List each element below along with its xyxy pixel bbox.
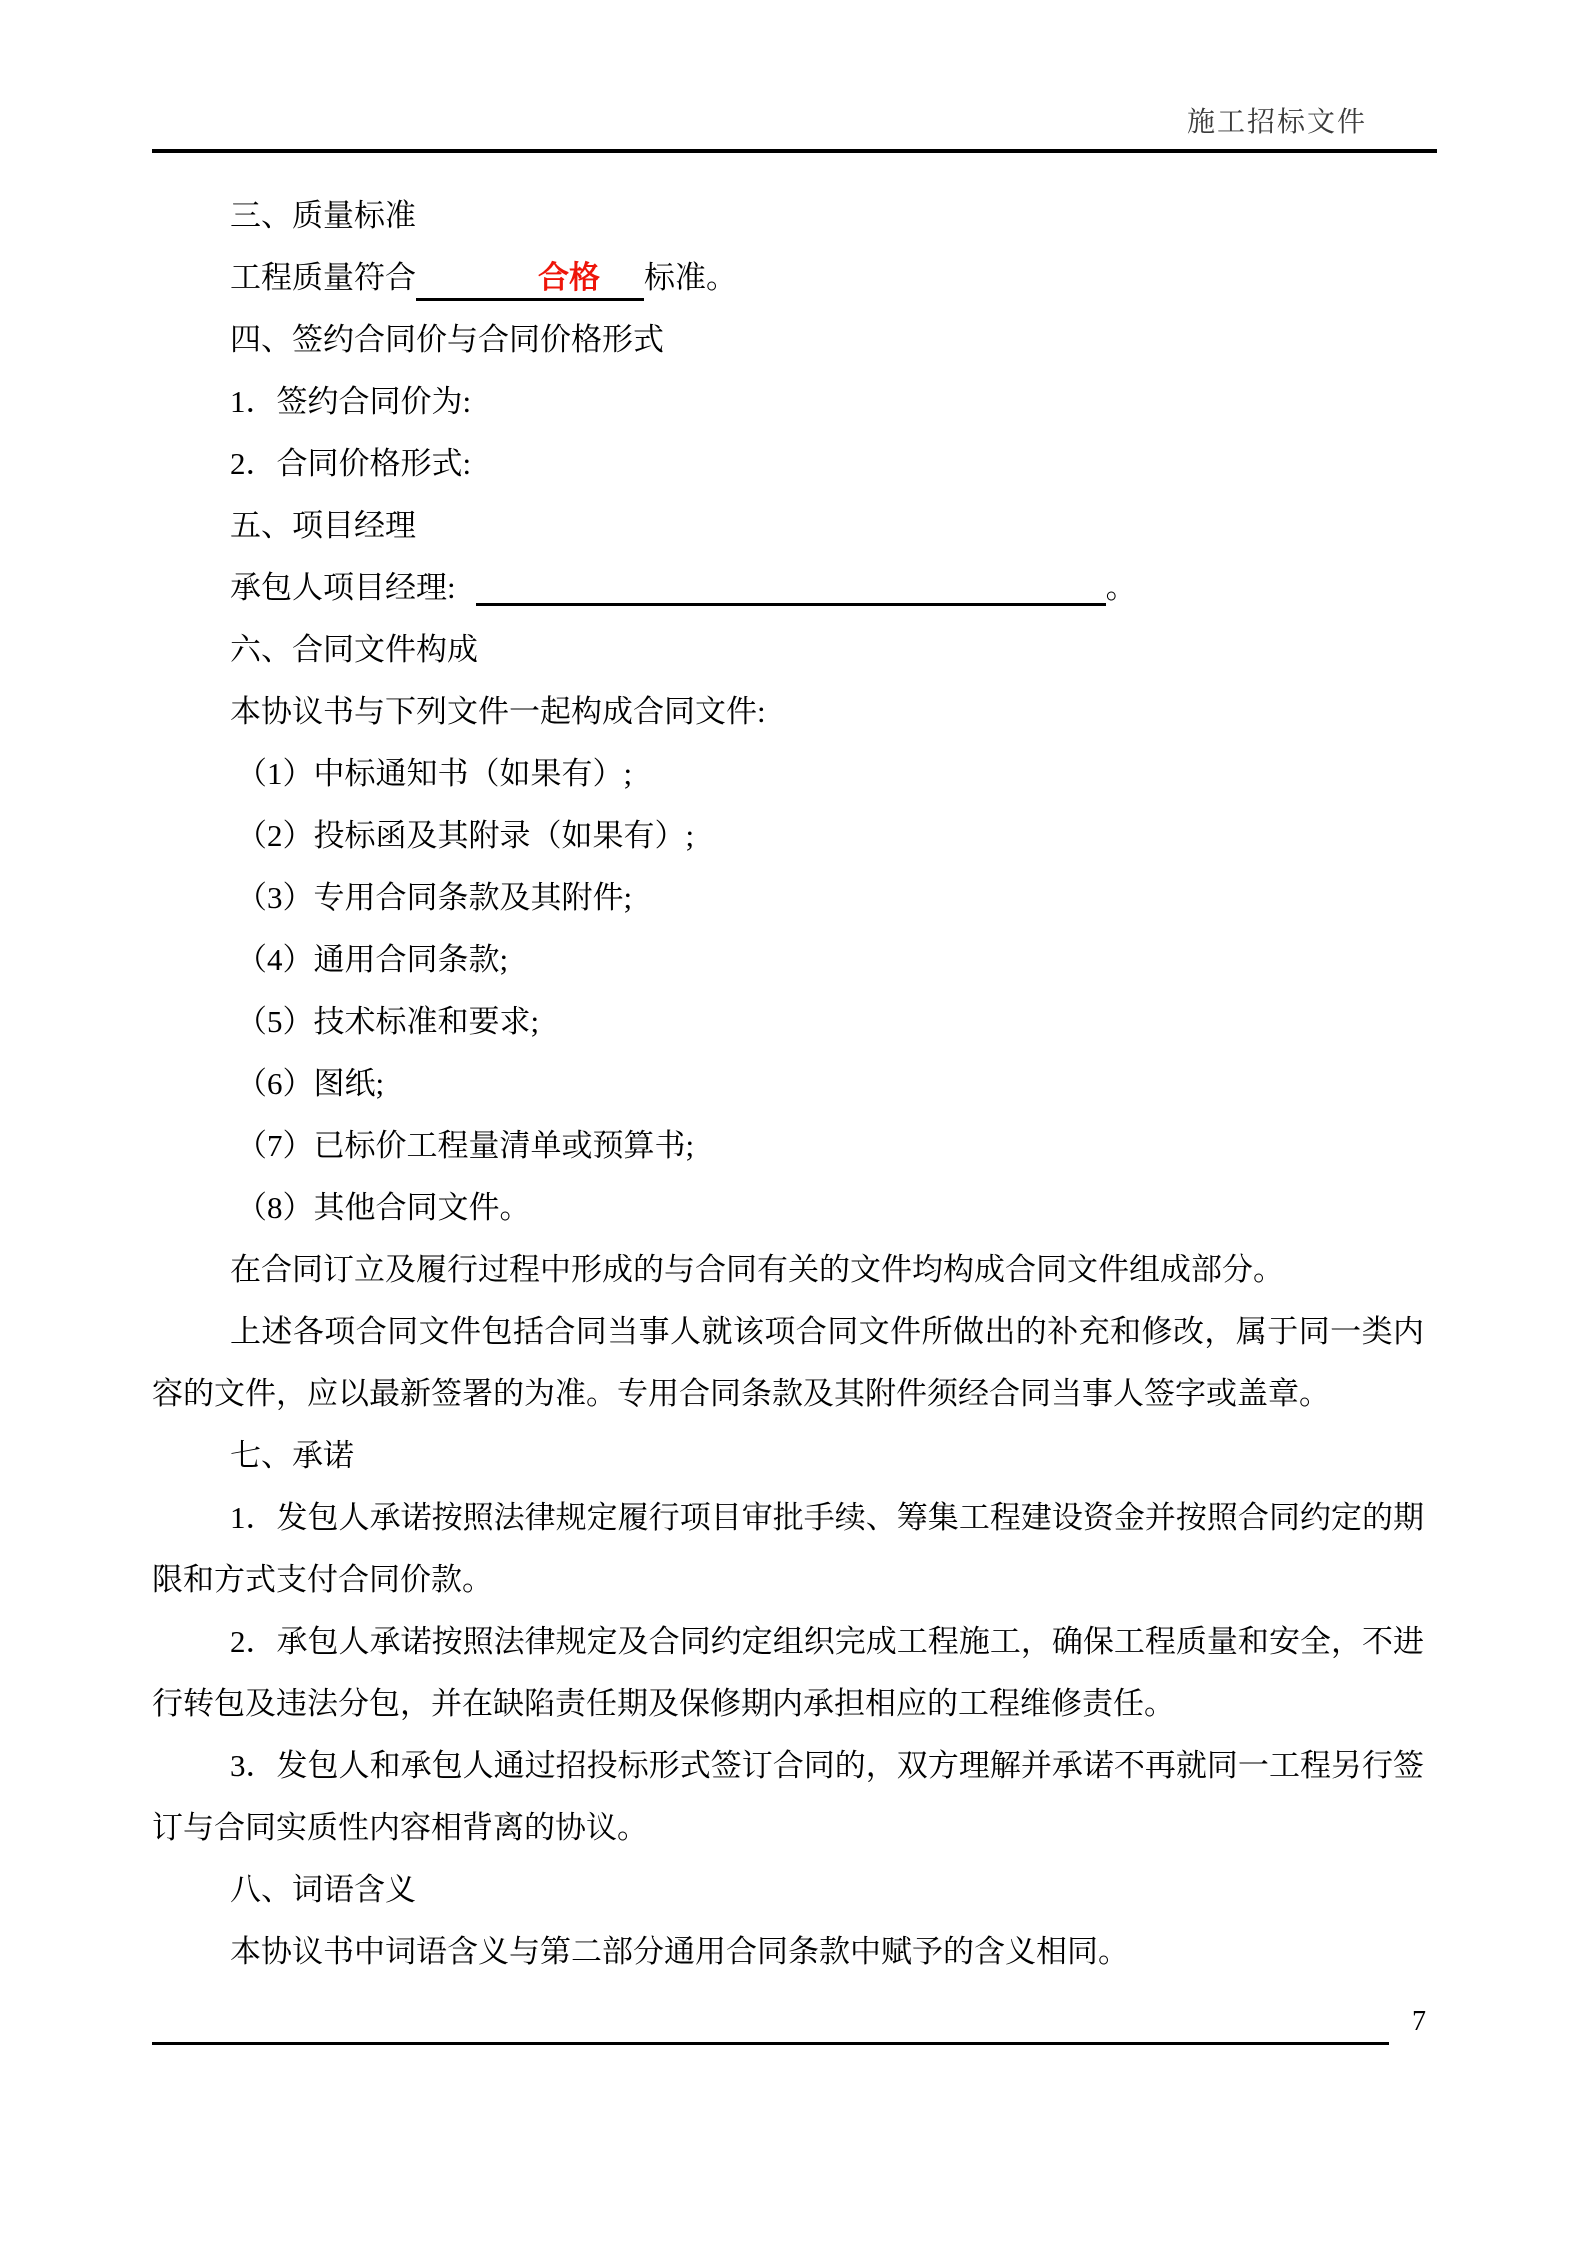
heading-promises: 七、承诺 bbox=[230, 1438, 354, 1473]
quality-blank-value: 合格 bbox=[538, 260, 600, 295]
contract-document-item-6: （6）图纸; bbox=[236, 1066, 385, 1101]
heading-contract-price: 四、签约合同价与合同价格形式 bbox=[230, 322, 664, 357]
promise-item-1: 1．发包人承诺按照法律规定履行项目审批手续、筹集工程建设资金并按照合同约定的期限和方式支付合同价款。 bbox=[152, 1500, 1424, 1597]
project-manager-line bbox=[152, 557, 1424, 619]
contract-documents-note-1: 在合同订立及履行过程中形成的与合同有关的文件均构成合同文件组成部分。 bbox=[230, 1252, 1284, 1287]
definitions-body: 本协议书中词语含义与第二部分通用合同条款中赋予的含义相同。 bbox=[230, 1934, 1129, 1969]
heading-contract-documents: 六、合同文件构成 bbox=[230, 632, 478, 667]
quality-blank-field bbox=[416, 258, 644, 301]
contract-price-item-2: 2．合同价格形式: bbox=[230, 446, 472, 481]
document-body bbox=[152, 185, 1424, 1983]
contract-document-item-5: （5）技术标准和要求; bbox=[236, 1004, 540, 1039]
project-manager-label: 承包人项目经理: bbox=[230, 570, 456, 605]
contract-document-item-4: （4）通用合同条款; bbox=[236, 942, 509, 977]
header-title: 施工招标文件 bbox=[1186, 107, 1367, 138]
quality-sentence bbox=[152, 247, 1424, 309]
contract-document-item-2: （2）投标函及其附录（如果有）; bbox=[236, 818, 695, 853]
contract-document-item-1: （1）中标通知书（如果有）; bbox=[236, 756, 633, 791]
page-number: 7 bbox=[1412, 2006, 1426, 2037]
contract-documents-intro: 本协议书与下列文件一起构成合同文件: bbox=[230, 694, 766, 729]
promise-item-3: 3．发包人和承包人通过招投标形式签订合同的，双方理解并承诺不再就同一工程另行签订与合同实质性内容相背离的协议。 bbox=[152, 1748, 1424, 1845]
project-manager-blank-field bbox=[476, 603, 1106, 606]
contract-documents-note-2: 上述各项合同文件包括合同当事人就该项合同文件所做出的补充和修改，属于同一类内容的文件，应以最新签署的为准。专用合同条款及其附件须经合同当事人签字或盖章。 bbox=[152, 1314, 1424, 1411]
promise-item-2: 2．承包人承诺按照法律规定及合同约定组织完成工程施工，确保工程质量和安全，不进行转包及违法分包，并在缺陷责任期及保修期内承担相应的工程维修责任。 bbox=[152, 1624, 1424, 1721]
footer-rule bbox=[152, 2042, 1389, 2045]
heading-definitions: 八、词语含义 bbox=[230, 1872, 416, 1907]
heading-quality-standard: 三、质量标准 bbox=[230, 198, 416, 233]
contract-price-item-1: 1．签约合同价为: bbox=[230, 384, 472, 419]
quality-sentence-suffix: 标准。 bbox=[644, 260, 737, 295]
quality-sentence-prefix: 工程质量符合 bbox=[230, 260, 416, 295]
contract-document-item-8: （8）其他合同文件。 bbox=[236, 1190, 531, 1225]
header-rule bbox=[152, 149, 1437, 153]
project-manager-line-end: 。 bbox=[1105, 570, 1137, 605]
heading-project-manager: 五、项目经理 bbox=[230, 508, 416, 543]
contract-document-item-3: （3）专用合同条款及其附件; bbox=[236, 880, 633, 915]
contract-document-item-7: （7）已标价工程量清单或预算书; bbox=[236, 1128, 695, 1163]
